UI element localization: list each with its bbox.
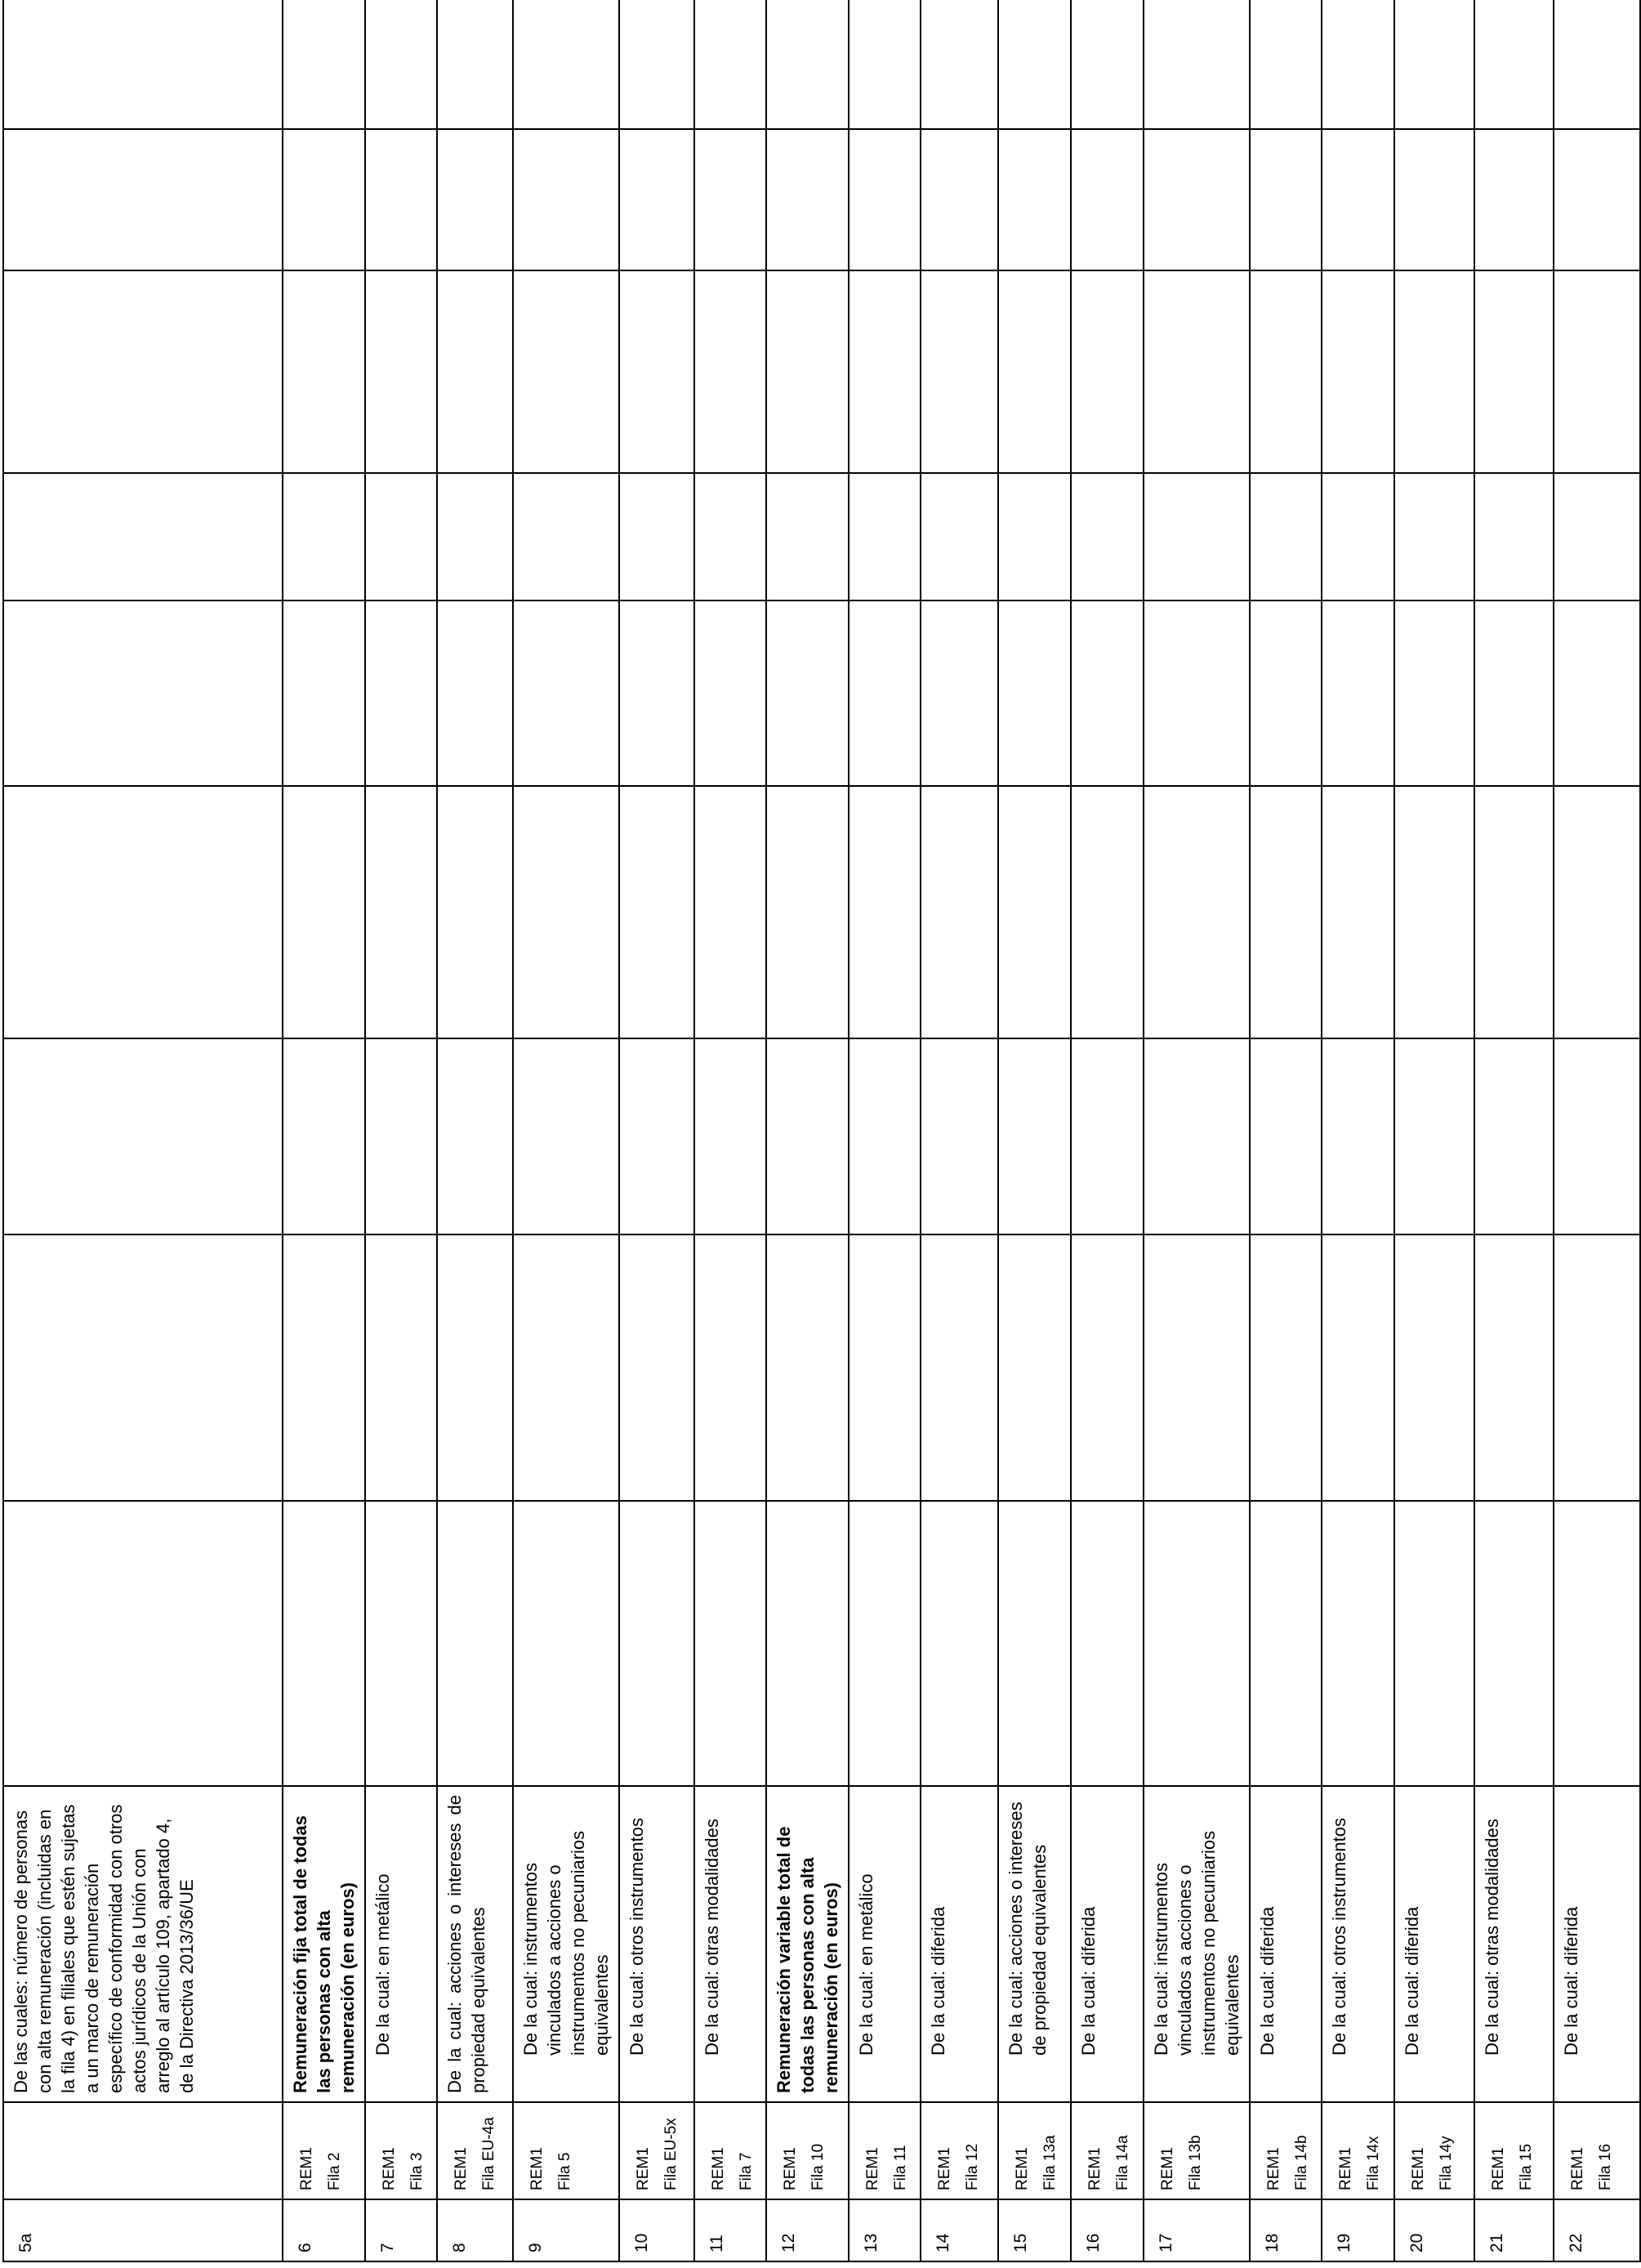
value-cell[interactable]	[1250, 600, 1322, 786]
value-cell[interactable]	[694, 473, 766, 600]
value-cell[interactable]	[619, 0, 694, 129]
row-label: De la cual: diferida	[1071, 1786, 1144, 2102]
reference-row: Fila 16	[1597, 2143, 1614, 2190]
value-cell[interactable]	[849, 473, 921, 600]
row-number: 13	[849, 2199, 921, 2261]
reference-row: Fila 14x	[1365, 2136, 1382, 2190]
value-cell[interactable]	[1071, 1501, 1144, 1786]
row-number: 9	[513, 2199, 619, 2261]
row-label: De la cual: otras modalidades	[694, 1786, 766, 2102]
value-cell[interactable]	[1394, 786, 1474, 1038]
row-reference	[1394, 2102, 1474, 2199]
reference-row: Fila 14b	[1293, 2135, 1310, 2190]
row-reference	[1250, 2102, 1322, 2199]
value-cell[interactable]	[1474, 129, 1554, 270]
value-cell[interactable]	[1071, 1038, 1144, 1234]
value-cell[interactable]	[437, 129, 513, 270]
value-cell[interactable]	[513, 270, 619, 473]
value-cell[interactable]	[849, 1501, 921, 1786]
value-cell[interactable]	[1071, 600, 1144, 786]
reference-row: Fila 3	[408, 2152, 426, 2190]
value-cell[interactable]	[1144, 1234, 1250, 1501]
value-cell[interactable]	[998, 270, 1071, 473]
value-cell[interactable]	[694, 1038, 766, 1234]
value-cell[interactable]	[766, 473, 849, 600]
value-cell[interactable]	[1474, 1501, 1554, 1786]
value-cell[interactable]	[1322, 1038, 1394, 1234]
reference-row: Fila 15	[1518, 2143, 1535, 2190]
value-cell[interactable]	[1394, 270, 1474, 473]
value-cell[interactable]	[437, 0, 513, 129]
value-cell[interactable]	[1474, 1234, 1554, 1501]
value-cell[interactable]	[1250, 473, 1322, 600]
reference-row: Fila 2	[326, 2152, 343, 2190]
row-number: 19	[1322, 2199, 1394, 2261]
value-cell[interactable]	[619, 786, 694, 1038]
value-cell[interactable]	[998, 600, 1071, 786]
reference-row: Fila EU-4a	[480, 2117, 497, 2190]
value-cell[interactable]	[694, 270, 766, 473]
reference-template: REM1	[635, 2147, 652, 2190]
value-cell[interactable]	[1474, 1038, 1554, 1234]
value-cell[interactable]	[1144, 786, 1250, 1038]
value-cell[interactable]	[513, 1038, 619, 1234]
value-cell[interactable]	[998, 0, 1071, 129]
value-cell[interactable]	[1071, 0, 1144, 129]
reference-row: Fila 10	[809, 2143, 827, 2190]
value-cell[interactable]	[1322, 129, 1394, 270]
value-cell[interactable]	[3, 1038, 283, 1234]
value-cell[interactable]	[619, 1501, 694, 1786]
reference-template: REM1	[782, 2147, 799, 2190]
row-label: De la cual: instrumentos vinculados a acciones o instrumentos no pecuniarios equivalentes	[513, 1786, 619, 2102]
reference-template: REM1	[936, 2147, 953, 2190]
table-row	[1394, 0, 1474, 2261]
row-reference	[998, 2102, 1071, 2199]
reference-template: REM1	[710, 2147, 727, 2190]
row-label: De la cual: diferida	[1394, 1786, 1474, 2102]
value-cell[interactable]	[1071, 786, 1144, 1038]
value-cell[interactable]	[1322, 600, 1394, 786]
value-cell[interactable]	[365, 129, 437, 270]
value-cell[interactable]	[998, 786, 1071, 1038]
value-cell[interactable]	[619, 473, 694, 600]
row-reference	[1554, 2102, 1640, 2199]
value-cell[interactable]	[365, 270, 437, 473]
value-cell[interactable]	[283, 473, 365, 600]
value-cell[interactable]	[849, 129, 921, 270]
value-cell[interactable]	[849, 786, 921, 1038]
value-cell[interactable]	[3, 1234, 283, 1501]
value-cell[interactable]	[3, 0, 283, 129]
value-cell[interactable]	[998, 1501, 1071, 1786]
value-cell[interactable]	[766, 270, 849, 473]
value-cell[interactable]	[513, 0, 619, 129]
row-label: De la cual: diferida	[1250, 1786, 1322, 2102]
row-label: De las cuales: número de personas con alta remuneración (incluidas en la fila 4) en filiales que estén sujetas a un marco de remuneración específico de conformidad con otros actos jurídicos de la Unión con arreglo al artículo 109, apartado 4, de la Directiva 2013/36/UE	[3, 1786, 283, 2102]
reference-row: Fila 5	[556, 2152, 573, 2190]
value-cell[interactable]	[921, 270, 998, 473]
value-cell[interactable]	[1394, 1234, 1474, 1501]
value-cell[interactable]	[513, 1234, 619, 1501]
row-number: 21	[1474, 2199, 1554, 2261]
value-cell[interactable]	[998, 1234, 1071, 1501]
value-cell[interactable]	[1474, 473, 1554, 600]
value-cell[interactable]	[694, 1234, 766, 1501]
row-number: 16	[1071, 2199, 1144, 2261]
value-cell[interactable]	[283, 129, 365, 270]
value-cell[interactable]	[437, 1501, 513, 1786]
row-number: 7	[365, 2199, 437, 2261]
reference-row: Fila 13b	[1187, 2135, 1204, 2190]
row-label: De la cual: otros instrumentos	[619, 1786, 694, 2102]
reference-template: REM1	[298, 2147, 315, 2190]
value-cell[interactable]	[694, 600, 766, 786]
value-cell[interactable]	[1394, 600, 1474, 786]
row-reference	[694, 2102, 766, 2199]
value-cell[interactable]	[694, 129, 766, 270]
value-cell[interactable]	[283, 786, 365, 1038]
row-number: 15	[998, 2199, 1071, 2261]
value-cell[interactable]	[619, 129, 694, 270]
reference-template: REM1	[864, 2147, 881, 2190]
value-cell[interactable]	[921, 786, 998, 1038]
row-number: 20	[1394, 2199, 1474, 2261]
reference-template: REM1	[528, 2147, 546, 2190]
value-cell[interactable]	[1554, 786, 1640, 1038]
value-cell[interactable]	[766, 1038, 849, 1234]
row-reference	[1474, 2102, 1554, 2199]
value-cell[interactable]	[3, 600, 283, 786]
table-row	[849, 0, 921, 2261]
reference-row: Fila 12	[964, 2143, 981, 2190]
value-cell[interactable]	[283, 1038, 365, 1234]
value-cell[interactable]	[3, 129, 283, 270]
value-cell[interactable]	[766, 600, 849, 786]
reference-row: Fila 13a	[1041, 2135, 1059, 2190]
row-label: Remuneración fija total de todas las personas con alta remuneración (en euros)	[283, 1786, 365, 2102]
remuneration-table	[2, 0, 1641, 2262]
value-cell[interactable]	[921, 0, 998, 129]
row-label: De la cual: en metálico	[365, 1786, 437, 2102]
value-cell[interactable]	[694, 0, 766, 129]
value-cell[interactable]	[694, 786, 766, 1038]
table-row	[283, 0, 365, 2261]
row-number: 6	[283, 2199, 365, 2261]
value-cell[interactable]	[437, 1038, 513, 1234]
value-cell[interactable]	[1554, 0, 1640, 129]
row-reference	[513, 2102, 619, 2199]
value-cell[interactable]	[1554, 1038, 1640, 1234]
reference-template: REM1	[1490, 2147, 1507, 2190]
value-cell[interactable]	[998, 129, 1071, 270]
row-number: 11	[694, 2199, 766, 2261]
value-cell[interactable]	[365, 473, 437, 600]
value-cell[interactable]	[365, 0, 437, 129]
value-cell[interactable]	[283, 1234, 365, 1501]
value-cell[interactable]	[849, 0, 921, 129]
value-cell[interactable]	[998, 473, 1071, 600]
row-number: 5a	[3, 2199, 283, 2261]
row-label: De la cual: instrumentos vinculados a acciones o instrumentos no pecuniarios equivalentes	[1144, 1786, 1250, 2102]
value-cell[interactable]	[1071, 270, 1144, 473]
value-cell[interactable]	[1322, 270, 1394, 473]
value-cell[interactable]	[437, 600, 513, 786]
row-number: 8	[437, 2199, 513, 2261]
value-cell[interactable]	[921, 129, 998, 270]
value-cell[interactable]	[849, 270, 921, 473]
value-cell[interactable]	[1250, 786, 1322, 1038]
value-cell[interactable]	[1322, 473, 1394, 600]
table-row	[766, 0, 849, 2261]
value-cell[interactable]	[849, 1038, 921, 1234]
value-cell[interactable]	[1144, 0, 1250, 129]
value-cell[interactable]	[513, 473, 619, 600]
value-cell[interactable]	[1322, 786, 1394, 1038]
row-number: 14	[921, 2199, 998, 2261]
row-label: De la cual: diferida	[921, 1786, 998, 2102]
value-cell[interactable]	[849, 1234, 921, 1501]
value-cell[interactable]	[1394, 1501, 1474, 1786]
row-reference	[1071, 2102, 1144, 2199]
value-cell[interactable]	[921, 600, 998, 786]
value-cell[interactable]	[1394, 129, 1474, 270]
value-cell[interactable]	[1250, 1234, 1322, 1501]
value-cell[interactable]	[1250, 270, 1322, 473]
row-label: De la cual: en metálico	[849, 1786, 921, 2102]
reference-row: Fila 14y	[1438, 2136, 1455, 2190]
row-number: 17	[1144, 2199, 1250, 2261]
row-label: De la cual: otros instrumentos	[1322, 1786, 1394, 2102]
row-label: Remuneración variable total de todas las personas con alta remuneración (en euros)	[766, 1786, 849, 2102]
value-cell[interactable]	[3, 473, 283, 600]
value-cell[interactable]	[921, 1234, 998, 1501]
value-cell[interactable]	[766, 786, 849, 1038]
reference-template: REM1	[1410, 2147, 1427, 2190]
table-row	[1322, 0, 1394, 2261]
row-label: De la cual: otras modalidades	[1474, 1786, 1554, 2102]
value-cell[interactable]	[849, 600, 921, 786]
row-label: De la cual: acciones o intereses de propiedad equivalentes	[998, 1786, 1071, 2102]
value-cell[interactable]	[1144, 1038, 1250, 1234]
value-cell[interactable]	[1554, 270, 1640, 473]
value-cell[interactable]	[766, 0, 849, 129]
value-cell[interactable]	[1554, 1501, 1640, 1786]
value-cell[interactable]	[921, 1038, 998, 1234]
value-cell[interactable]	[513, 129, 619, 270]
value-cell[interactable]	[283, 270, 365, 473]
reference-template: REM1	[1159, 2147, 1176, 2190]
value-cell[interactable]	[283, 600, 365, 786]
table-row	[1554, 0, 1640, 2261]
value-cell[interactable]	[365, 786, 437, 1038]
row-reference	[766, 2102, 849, 2199]
value-cell[interactable]	[1394, 0, 1474, 129]
table-row	[1144, 0, 1250, 2261]
row-number: 18	[1250, 2199, 1322, 2261]
reference-template: REM1	[381, 2147, 398, 2190]
value-cell[interactable]	[1322, 0, 1394, 129]
value-cell[interactable]	[766, 1234, 849, 1501]
table-row	[513, 0, 619, 2261]
value-cell[interactable]	[1250, 1038, 1322, 1234]
value-cell[interactable]	[365, 600, 437, 786]
row-reference	[283, 2102, 365, 2199]
value-cell[interactable]	[437, 270, 513, 473]
table-row	[437, 0, 513, 2261]
table-row	[365, 0, 437, 2261]
row-label: De la cual: acciones o intereses de propiedad equivalentes	[437, 1786, 513, 2102]
value-cell[interactable]	[766, 1501, 849, 1786]
row-reference	[365, 2102, 437, 2199]
reference-row: Fila 14a	[1114, 2135, 1131, 2190]
reference-row: Fila EU-5x	[662, 2118, 680, 2190]
value-cell[interactable]	[365, 1038, 437, 1234]
value-cell[interactable]	[1144, 600, 1250, 786]
row-label: De la cual: diferida	[1554, 1786, 1640, 2102]
value-cell[interactable]	[998, 1038, 1071, 1234]
row-reference	[619, 2102, 694, 2199]
row-reference	[921, 2102, 998, 2199]
value-cell[interactable]	[1144, 129, 1250, 270]
value-cell[interactable]	[619, 1038, 694, 1234]
table-row	[1250, 0, 1322, 2261]
table-row	[694, 0, 766, 2261]
value-cell[interactable]	[1250, 1501, 1322, 1786]
value-cell[interactable]	[1144, 473, 1250, 600]
row-reference	[1144, 2102, 1250, 2199]
table-row	[1474, 0, 1554, 2261]
value-cell[interactable]	[921, 1501, 998, 1786]
value-cell[interactable]	[1554, 473, 1640, 600]
row-reference	[3, 2102, 283, 2199]
table-row	[1071, 0, 1144, 2261]
row-number: 10	[619, 2199, 694, 2261]
value-cell[interactable]	[1322, 1501, 1394, 1786]
value-cell[interactable]	[1322, 1234, 1394, 1501]
value-cell[interactable]	[513, 1501, 619, 1786]
value-cell[interactable]	[513, 786, 619, 1038]
value-cell[interactable]	[921, 473, 998, 600]
reference-template: REM1	[1265, 2147, 1282, 2190]
reference-row: Fila 7	[738, 2152, 755, 2190]
reference-template: REM1	[1086, 2147, 1104, 2190]
value-cell[interactable]	[1394, 473, 1474, 600]
value-cell[interactable]	[1394, 1038, 1474, 1234]
reference-template: REM1	[1014, 2147, 1031, 2190]
row-reference	[437, 2102, 513, 2199]
value-cell[interactable]	[437, 1234, 513, 1501]
value-cell[interactable]	[1554, 1234, 1640, 1501]
value-cell[interactable]	[513, 600, 619, 786]
value-cell[interactable]	[619, 1234, 694, 1501]
value-cell[interactable]	[1250, 0, 1322, 129]
value-cell[interactable]	[619, 270, 694, 473]
row-number: 22	[1554, 2199, 1640, 2261]
value-cell[interactable]	[1144, 1501, 1250, 1786]
value-cell[interactable]	[1071, 1234, 1144, 1501]
row-reference	[1322, 2102, 1394, 2199]
table-row	[998, 0, 1071, 2261]
value-cell[interactable]	[1474, 786, 1554, 1038]
value-cell[interactable]	[3, 1501, 283, 1786]
value-cell[interactable]	[283, 1501, 365, 1786]
value-cell[interactable]	[1144, 270, 1250, 473]
value-cell[interactable]	[1554, 129, 1640, 270]
value-cell[interactable]	[1474, 270, 1554, 473]
value-cell[interactable]	[365, 1501, 437, 1786]
value-cell[interactable]	[3, 786, 283, 1038]
value-cell[interactable]	[1474, 0, 1554, 129]
value-cell[interactable]	[1554, 600, 1640, 786]
value-cell[interactable]	[283, 0, 365, 129]
value-cell[interactable]	[1474, 600, 1554, 786]
reference-row: Fila 11	[892, 2145, 909, 2190]
value-cell[interactable]	[766, 129, 849, 270]
reference-template: REM1	[453, 2147, 470, 2190]
value-cell[interactable]	[437, 473, 513, 600]
table-row	[619, 0, 694, 2261]
value-cell[interactable]	[1071, 129, 1144, 270]
value-cell[interactable]	[3, 270, 283, 473]
reference-template: REM1	[1337, 2147, 1354, 2190]
reference-template: REM1	[1569, 2147, 1586, 2190]
row-reference	[849, 2102, 921, 2199]
value-cell[interactable]	[1071, 473, 1144, 600]
value-cell[interactable]	[1250, 129, 1322, 270]
value-cell[interactable]	[437, 786, 513, 1038]
table-row	[921, 0, 998, 2261]
value-cell[interactable]	[365, 1234, 437, 1501]
table-row	[3, 0, 283, 2261]
value-cell[interactable]	[619, 600, 694, 786]
value-cell[interactable]	[694, 1501, 766, 1786]
row-number: 12	[766, 2199, 849, 2261]
